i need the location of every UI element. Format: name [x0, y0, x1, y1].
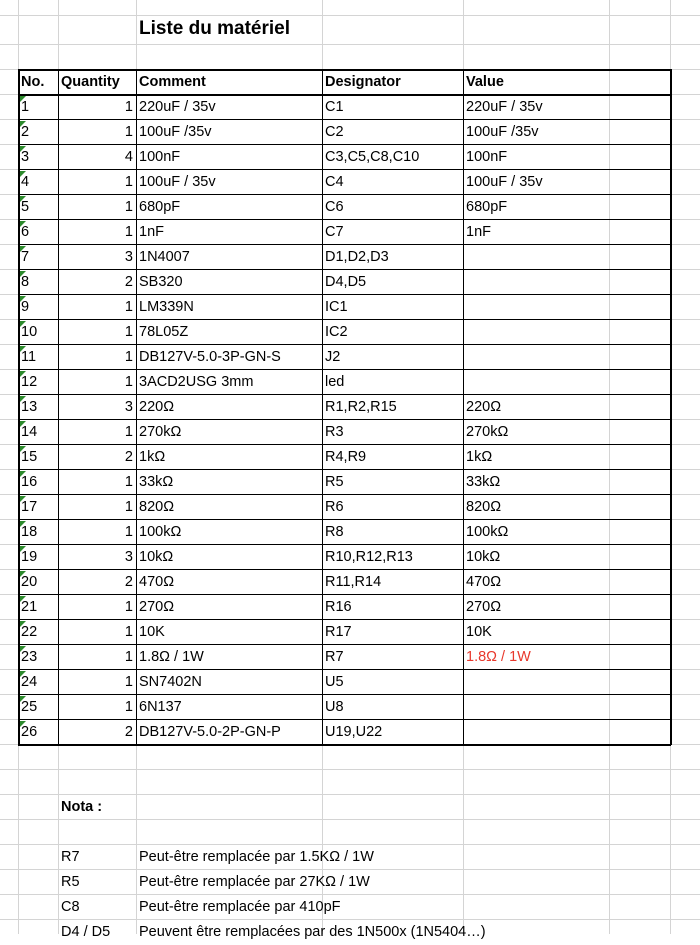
cell-quantity[interactable]: 3 [124, 249, 133, 265]
cell-no[interactable]: 9 [21, 299, 30, 315]
cell-value[interactable]: 100uF /35v [466, 124, 539, 140]
header-designator[interactable]: Designator [325, 74, 401, 90]
cell-quantity[interactable]: 2 [124, 449, 133, 465]
note-ref[interactable]: C8 [61, 899, 80, 915]
cell-value[interactable]: 220uF / 35v [466, 99, 543, 115]
note-ref[interactable]: R7 [61, 849, 80, 865]
cell-no[interactable]: 23 [21, 649, 38, 665]
note-text[interactable]: Peuvent être remplacées par des 1N500x (1N5404…) [139, 924, 486, 940]
cell-quantity[interactable]: 1 [124, 299, 133, 315]
cell-quantity[interactable]: 1 [124, 424, 133, 440]
cell-comment[interactable]: 78L05Z [139, 324, 189, 340]
cell-value[interactable]: 220Ω [466, 399, 502, 415]
cell-value[interactable]: 680pF [466, 199, 508, 215]
cell-quantity[interactable]: 1 [124, 99, 133, 115]
cell-no[interactable]: 22 [21, 624, 38, 640]
grid-line-h [0, 819, 700, 820]
header-comment[interactable]: Comment [139, 74, 206, 90]
cell-quantity[interactable]: 1 [124, 649, 133, 665]
cell-quantity[interactable]: 3 [124, 549, 133, 565]
cell-comment[interactable]: DB127V-5.0-2P-GN-P [139, 724, 281, 740]
cell-comment[interactable]: 6N137 [139, 699, 182, 715]
cell-no[interactable]: 21 [21, 599, 38, 615]
cell-quantity[interactable]: 1 [124, 199, 133, 215]
cell-comment[interactable]: 1kΩ [139, 449, 166, 465]
cell-quantity[interactable]: 2 [124, 574, 133, 590]
cell-no[interactable]: 5 [21, 199, 30, 215]
cell-comment[interactable]: 33kΩ [139, 474, 174, 490]
cell-quantity[interactable]: 2 [124, 724, 133, 740]
cell-quantity[interactable]: 1 [124, 624, 133, 640]
table-border-v [58, 69, 59, 745]
cell-no[interactable]: 12 [21, 374, 38, 390]
cell-designator[interactable]: R5 [325, 474, 344, 490]
cell-no[interactable]: 8 [21, 274, 30, 290]
cell-no[interactable]: 6 [21, 224, 30, 240]
cell-no[interactable]: 4 [21, 174, 30, 190]
cell-quantity[interactable]: 1 [124, 349, 133, 365]
cell-designator[interactable]: R10,R12,R13 [325, 549, 413, 565]
cell-comment[interactable]: 270Ω [139, 599, 175, 615]
cell-comment[interactable]: 820Ω [139, 499, 175, 515]
cell-designator[interactable]: R8 [325, 524, 344, 540]
cell-no[interactable]: 2 [21, 124, 30, 140]
cell-quantity[interactable]: 3 [124, 399, 133, 415]
cell-comment[interactable]: DB127V-5.0-3P-GN-S [139, 349, 281, 365]
cell-quantity[interactable]: 1 [124, 124, 133, 140]
cell-no[interactable]: 18 [21, 524, 38, 540]
cell-quantity[interactable]: 1 [124, 699, 133, 715]
cell-value[interactable]: 470Ω [466, 574, 502, 590]
cell-designator[interactable]: R16 [325, 599, 352, 615]
grid-line-h [0, 794, 700, 795]
cell-designator[interactable]: D1,D2,D3 [325, 249, 389, 265]
note-text[interactable]: Peut-être remplacée par 27KΩ / 1W [139, 874, 370, 890]
cell-quantity[interactable]: 1 [124, 174, 133, 190]
cell-comment[interactable]: SN7402N [139, 674, 202, 690]
cell-quantity[interactable]: 1 [124, 324, 133, 340]
table-border-v [136, 69, 137, 745]
cell-comment[interactable]: 1nF [139, 224, 164, 240]
cell-comment[interactable]: 3ACD2USG 3mm [139, 374, 254, 390]
cell-no[interactable]: 10 [21, 324, 38, 340]
cell-quantity[interactable]: 1 [124, 374, 133, 390]
cell-comment[interactable]: 100kΩ [139, 524, 182, 540]
cell-quantity[interactable]: 1 [124, 524, 133, 540]
cell-designator[interactable]: U19,U22 [325, 724, 383, 740]
cell-no[interactable]: 15 [21, 449, 38, 465]
cell-designator[interactable]: C4 [325, 174, 344, 190]
cell-value[interactable]: 10kΩ [466, 549, 501, 565]
header-value[interactable]: Value [466, 74, 504, 90]
cell-no[interactable]: 7 [21, 249, 30, 265]
cell-quantity[interactable]: 1 [124, 224, 133, 240]
cell-comment[interactable]: 1N4007 [139, 249, 190, 265]
page-title: Liste du matériel [139, 18, 290, 39]
cell-designator[interactable]: U5 [325, 674, 344, 690]
cell-comment[interactable]: 100nF [139, 149, 181, 165]
table-border-v [322, 69, 323, 745]
cell-quantity[interactable]: 1 [124, 599, 133, 615]
cell-no[interactable]: 19 [21, 549, 38, 565]
cell-designator[interactable]: C3,C5,C8,C10 [325, 149, 420, 165]
cell-value[interactable]: 1kΩ [466, 449, 493, 465]
cell-designator[interactable]: R6 [325, 499, 344, 515]
cell-value[interactable]: 1.8Ω / 1W [466, 649, 531, 665]
cell-designator[interactable]: R1,R2,R15 [325, 399, 397, 415]
cell-designator[interactable]: J2 [325, 349, 341, 365]
cell-designator[interactable]: R3 [325, 424, 344, 440]
cell-value[interactable]: 1nF [466, 224, 491, 240]
cell-value[interactable]: 270Ω [466, 599, 502, 615]
cell-no[interactable]: 3 [21, 149, 30, 165]
cell-value[interactable]: 820Ω [466, 499, 502, 515]
grid-line-h [0, 44, 700, 45]
grid-line-h [0, 769, 700, 770]
cell-designator[interactable]: IC1 [325, 299, 348, 315]
cell-no[interactable]: 24 [21, 674, 38, 690]
grid-line-h [0, 15, 700, 16]
cell-no[interactable]: 17 [21, 499, 38, 515]
cell-comment[interactable]: 220Ω [139, 399, 175, 415]
cell-comment[interactable]: 680pF [139, 199, 181, 215]
header-no[interactable]: No. [21, 74, 45, 90]
cell-comment[interactable]: 100uF /35v [139, 124, 212, 140]
cell-no[interactable]: 26 [21, 724, 38, 740]
cell-quantity[interactable]: 4 [124, 149, 133, 165]
note-ref[interactable]: R5 [61, 874, 80, 890]
cell-designator[interactable]: IC2 [325, 324, 348, 340]
cell-value[interactable]: 100kΩ [466, 524, 509, 540]
cell-quantity[interactable]: 1 [124, 474, 133, 490]
cell-no[interactable]: 1 [21, 99, 30, 115]
cell-no[interactable]: 16 [21, 474, 38, 490]
cell-comment[interactable]: 10K [139, 624, 165, 640]
cell-comment[interactable]: LM339N [139, 299, 194, 315]
cell-no[interactable]: 11 [21, 349, 37, 365]
header-quantity[interactable]: Quantity [61, 74, 120, 90]
cell-no[interactable]: 13 [21, 399, 38, 415]
cell-quantity[interactable]: 2 [124, 274, 133, 290]
cell-designator[interactable]: R4,R9 [325, 449, 367, 465]
cell-designator[interactable]: U8 [325, 699, 344, 715]
cell-designator[interactable]: R7 [325, 649, 344, 665]
cell-designator[interactable]: C1 [325, 99, 344, 115]
cell-value[interactable]: 100nF [466, 149, 508, 165]
cell-value[interactable]: 33kΩ [466, 474, 501, 490]
cell-comment[interactable]: 270kΩ [139, 424, 182, 440]
note-ref[interactable]: D4 / D5 [61, 924, 111, 940]
cell-designator[interactable]: R17 [325, 624, 352, 640]
cell-no[interactable]: 20 [21, 574, 38, 590]
note-text[interactable]: Peut-être remplacée par 1.5KΩ / 1W [139, 849, 374, 865]
cell-quantity[interactable]: 1 [124, 499, 133, 515]
cell-comment[interactable]: SB320 [139, 274, 183, 290]
table-border-v [670, 69, 672, 745]
note-text[interactable]: Peut-être remplacée par 410pF [139, 899, 341, 915]
cell-designator[interactable]: C7 [325, 224, 344, 240]
nota-label: Nota : [61, 799, 103, 815]
cell-comment[interactable]: 100uF / 35v [139, 174, 216, 190]
cell-designator[interactable]: led [325, 374, 345, 390]
cell-comment[interactable]: 10kΩ [139, 549, 174, 565]
cell-comment[interactable]: 470Ω [139, 574, 175, 590]
cell-designator[interactable]: D4,D5 [325, 274, 367, 290]
cell-designator[interactable]: C6 [325, 199, 344, 215]
cell-comment[interactable]: 220uF / 35v [139, 99, 216, 115]
cell-designator[interactable]: R11,R14 [325, 574, 382, 590]
cell-value[interactable]: 10K [466, 624, 492, 640]
cell-designator[interactable]: C2 [325, 124, 344, 140]
cell-no[interactable]: 25 [21, 699, 38, 715]
cell-value[interactable]: 100uF / 35v [466, 174, 543, 190]
table-border-v [463, 69, 464, 745]
cell-no[interactable]: 14 [21, 424, 38, 440]
cell-quantity[interactable]: 1 [124, 674, 133, 690]
cell-comment[interactable]: 1.8Ω / 1W [139, 649, 204, 665]
cell-value[interactable]: 270kΩ [466, 424, 509, 440]
